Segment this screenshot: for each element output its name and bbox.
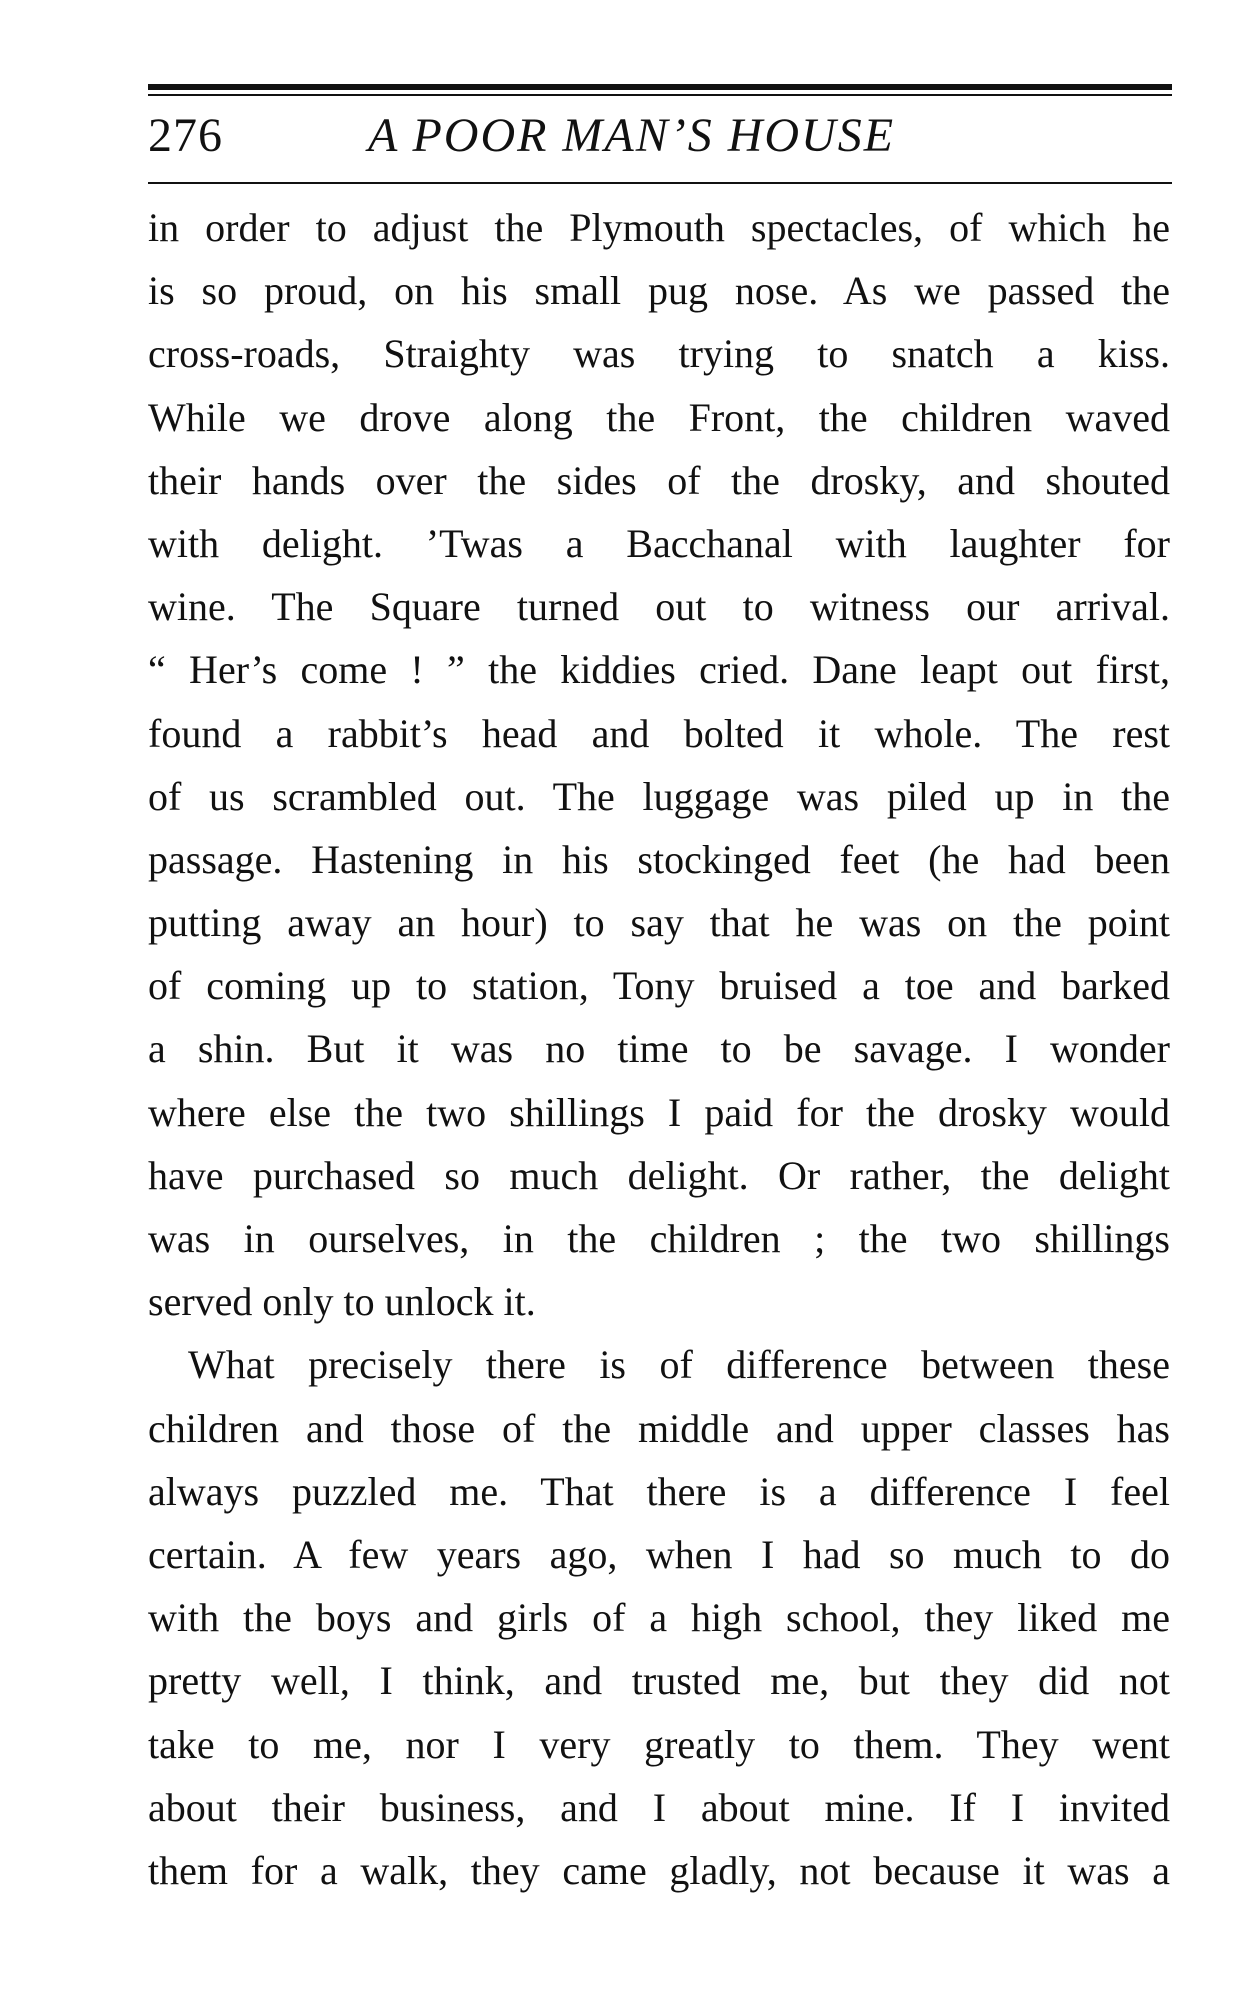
- text-line: them for a walk, they came gladly, not because it was a: [148, 1847, 1170, 1893]
- text-line: of coming up to station, Tony bruised a toe and barked: [148, 963, 1170, 1009]
- text-line: children and those of the middle and upper classes has: [148, 1405, 1170, 1451]
- text-line: in order to adjust the Plymouth spectacles, of which he: [148, 205, 1170, 250]
- header-rule-thin: [148, 94, 1172, 96]
- text-line: about their business, and I about mine. If I invited: [148, 1784, 1170, 1830]
- header-rule-bottom: [148, 182, 1172, 184]
- text-line: pretty well, I think, and trusted me, but they did not: [148, 1658, 1170, 1704]
- text-line: While we drove along the Front, the children waved: [148, 394, 1170, 440]
- text-line: “ Her’s come ! ” the kiddies cried. Dane leapt out first,: [148, 647, 1170, 693]
- text-line: putting away an hour) to say that he was on the point: [148, 900, 1170, 946]
- text-line: where else the two shillings I paid for the drosky would: [148, 1089, 1170, 1135]
- text-line: their hands over the sides of the drosky, and shouted: [148, 457, 1170, 503]
- page-header: [148, 104, 1172, 176]
- text-line: What precisely there is of difference between these: [188, 1342, 1170, 1388]
- text-line: have purchased so much delight. Or rather, the delight: [148, 1152, 1170, 1198]
- text-line: always puzzled me. That there is a difference I feel: [148, 1468, 1170, 1514]
- paragraph-2: [148, 1333, 1170, 1902]
- text-line: with the boys and girls of a high school, they liked me: [148, 1595, 1170, 1641]
- text-line: wine. The Square turned out to witness our arrival.: [148, 584, 1170, 630]
- header-rule-thick: [148, 84, 1172, 90]
- body-text: [148, 196, 1170, 1902]
- text-line: of us scrambled out. The luggage was piled up in the: [148, 773, 1170, 819]
- text-line: is so proud, on his small pug nose. As we passed the: [148, 268, 1170, 314]
- paragraph-1: [148, 196, 1170, 1333]
- text-line: found a rabbit’s head and bolted it whole. The rest: [148, 710, 1170, 756]
- text-line: certain. A few years ago, when I had so much to do: [148, 1531, 1170, 1577]
- text-line: was in ourselves, in the children ; the two shillings: [148, 1216, 1170, 1261]
- text-line: served only to unlock it.: [148, 1279, 536, 1325]
- text-line: cross-roads, Straighty was trying to snatch a kiss.: [148, 331, 1170, 377]
- text-line: passage. Hastening in his stockinged feet (he had been: [148, 836, 1170, 882]
- text-line: a shin. But it was no time to be savage. I wonder: [148, 1026, 1170, 1072]
- text-line: with delight. ’Twas a Bacchanal with laughter for: [148, 520, 1170, 566]
- running-title: A POOR MAN’S HOUSE: [368, 109, 896, 162]
- page-number: 276: [148, 109, 223, 162]
- text-line: take to me, nor I very greatly to them. They went: [148, 1721, 1170, 1767]
